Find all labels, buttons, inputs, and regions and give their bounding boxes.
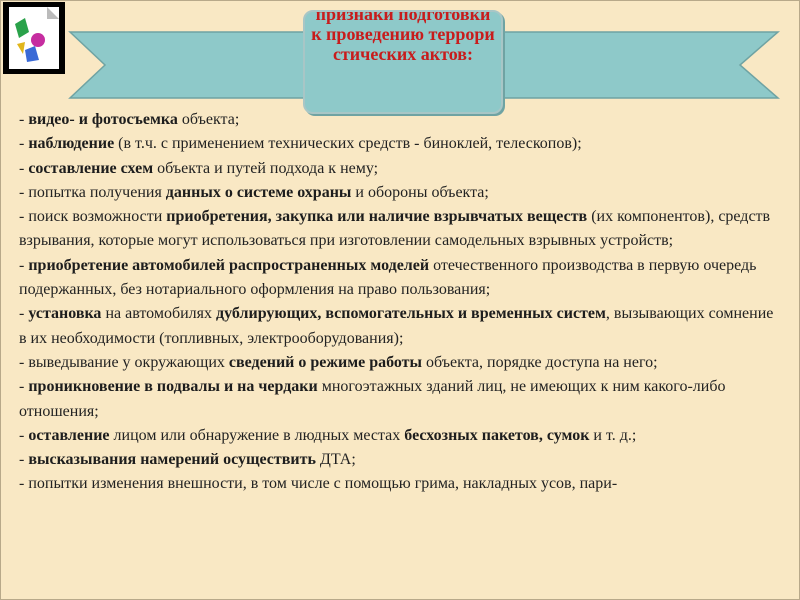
item-text: объекта, порядке доступа на него; xyxy=(422,353,658,371)
item-text: и т. д.; xyxy=(589,426,637,444)
item-text: - xyxy=(19,159,29,177)
item-text: - xyxy=(19,426,29,444)
list-item xyxy=(19,157,784,181)
item-text: на автомобилях xyxy=(101,305,217,323)
item-text: - xyxy=(19,305,29,323)
item-text: - xyxy=(19,135,29,153)
item-text: и обороны объекта; xyxy=(351,183,489,201)
list-item xyxy=(19,181,784,205)
item-text: - xyxy=(19,256,29,274)
emphasis-text: бесхозных пакетов, сумок xyxy=(404,426,590,444)
item-text: - xyxy=(19,451,29,469)
emphasis-text: видео- и фотосъемка xyxy=(28,111,178,128)
emphasis-text: дублирующих, вспомогательных и временных систем xyxy=(216,305,606,323)
emphasis-text: приобретения, закупка или наличие взрывчатых веществ xyxy=(166,208,588,226)
broken-image-icon xyxy=(3,2,65,74)
emphasis-text: сведений о режиме работы xyxy=(228,353,423,371)
item-text: (их компонентов), средств взрывания, которые могут использоваться при изготовлении самодельных взрывных устройств; xyxy=(19,208,771,250)
item-text: многоэтажных зданий лиц, не имеющих к ним какого-либо отношения; xyxy=(19,378,726,420)
list-item xyxy=(19,205,784,254)
emphasis-text: данных о системе охраны xyxy=(165,183,352,201)
signs-list xyxy=(19,108,784,497)
item-text: (в т.ч. с применением технических средств - биноклей, телескопов); xyxy=(114,135,582,153)
emphasis-text: приобретение автомобилей распространенных моделей xyxy=(28,256,430,274)
item-text: - поиск возможности xyxy=(19,208,167,226)
item-text: ДТА; xyxy=(315,451,356,469)
item-text: - выведывание у окружающих xyxy=(19,353,229,371)
item-text: , вызывающих сомнение в их необходимости (топливных, электрооборудования); xyxy=(19,305,774,347)
emphasis-text: установка xyxy=(28,305,102,323)
item-text: - попытка получения xyxy=(19,183,166,201)
item-text: объекта; xyxy=(177,111,240,128)
item-text: отечественного производства в первую очередь подержанных, без нотариального оформления на право пользования; xyxy=(19,256,757,299)
list-item xyxy=(19,108,784,132)
list-item xyxy=(19,424,784,448)
title-box xyxy=(303,10,503,114)
list-item xyxy=(19,254,784,303)
list-item xyxy=(19,375,784,424)
item-text: объекта и путей подхода к нему; xyxy=(153,159,379,177)
list-item xyxy=(19,472,784,496)
emphasis-text: проникновение в подвалы и на чердаки xyxy=(28,378,318,396)
emphasis-text: составление схем xyxy=(28,159,154,177)
page-title: признаки подготовки к проведению террористических актов: xyxy=(311,10,495,64)
emphasis-text: оставление xyxy=(28,426,110,444)
list-item xyxy=(19,448,784,472)
item-text: лицом или обнаружение в людных местах xyxy=(109,426,405,444)
emphasis-text: высказывания намерений осуществить xyxy=(28,451,316,469)
list-item xyxy=(19,351,784,375)
item-text: - xyxy=(19,378,29,396)
item-text: - xyxy=(19,111,29,128)
emphasis-text: наблюдение xyxy=(28,135,115,153)
list-item xyxy=(19,132,784,156)
item-text: - попытки изменения внешности, в том числе с помощью грима, накладных усов, пари- xyxy=(19,475,618,493)
list-item xyxy=(19,302,784,351)
